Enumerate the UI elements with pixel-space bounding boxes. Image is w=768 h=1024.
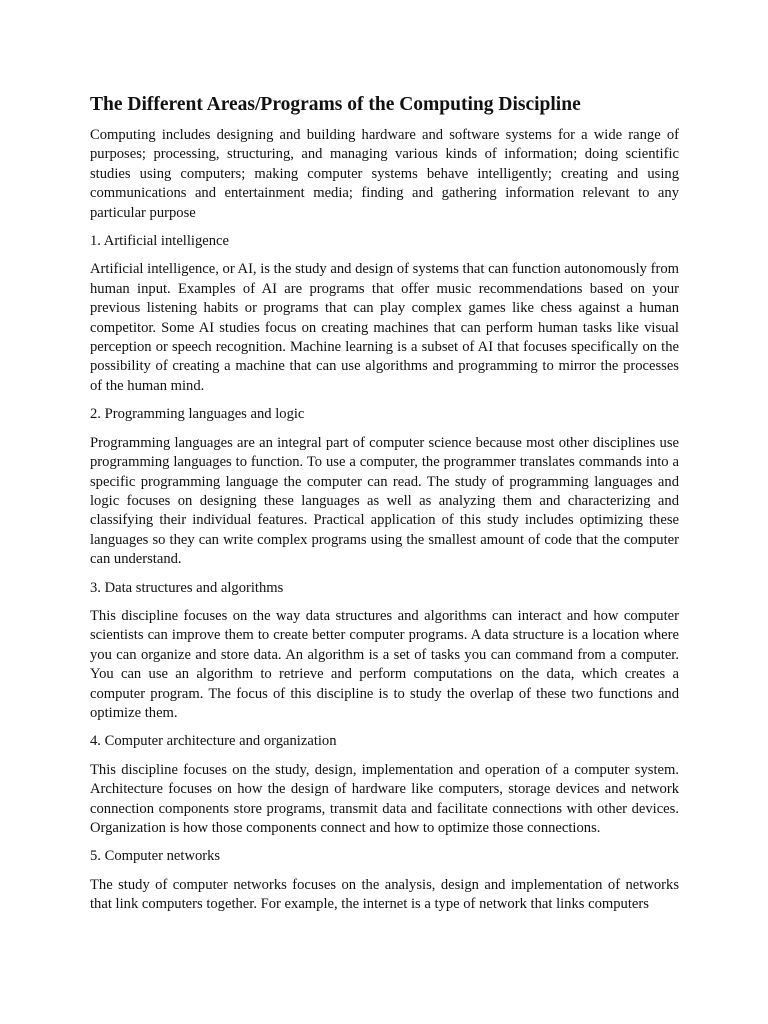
section-heading-programming-languages: 2. Programming languages and logic: [90, 406, 305, 423]
intro-paragraph: Computing includes designing and building hardware and software systems for a wide range of purposes; processing, structuring, and managing various kinds of information; doing scientific studies using computers; making computer systems behave intelligently; creating and using communications and entertainment media; finding and gathering information relevant to any particular purpose: [90, 127, 679, 221]
document-page: [90, 92, 679, 924]
section-heading-computer-networks: 5. Computer networks: [90, 848, 221, 865]
section-heading-computer-architecture: 4. Computer architecture and organization: [90, 733, 337, 750]
section-body-programming-languages: Programming languages are an integral part of computer science because most other disciplines use programming languages to function. To use a computer, the programmer translates commands into a specific programming language the computer can read. The study of programming languages and logic focuses on designing these languages as well as analyzing them and characterizing and classifying their individual features. Practical application of this study includes optimizing these languages so they can write complex programs using the smallest amount of code that the computer can understand.: [90, 434, 679, 568]
document-title: The Different Areas/Programs of the Computing Discipline: [90, 94, 581, 115]
section-body-data-structures: This discipline focuses on the way data structures and algorithms can interact and how computer scientists can improve them to create better computer programs. A data structure is a location where you can organize and store data. An algorithm is a set of tasks you can command from a computer. You can use an algorithm to retrieve and perform computations on the data, which creates a computer program. The focus of this discipline is to study the overlap of these two functions and optimize them.: [90, 607, 679, 721]
section-heading-data-structures: 3. Data structures and algorithms: [90, 579, 284, 596]
section-body-computer-architecture: This discipline focuses on the study, design, implementation and operation of a computer system. Architecture focuses on how the design of hardware like computers, storage devices and network connection components store programs, transmit data and facilitate connections with other devices. Organization is how those components connect and how to optimize those connections.: [90, 761, 679, 836]
section-heading-ai: 1. Artificial intelligence: [90, 233, 229, 250]
section-body-computer-networks: The study of computer networks focuses on the analysis, design and implementation of networks that link computers together. For example, the internet is a type of network that links computers: [90, 876, 679, 913]
section-body-ai: Artificial intelligence, or AI, is the study and design of systems that can function autonomously from human input. Examples of AI are programs that offer music recommendations based on your previous listening habits or programs that can play complex games like chess against a human competitor. Some AI studies focus on creating machines that can perform human tasks like visual perception or speech recognition. Machine learning is a subset of AI that focuses specifically on the possibility of creating a machine that can use algorithms and programming to mirror the processes of the human mind.: [90, 261, 679, 394]
